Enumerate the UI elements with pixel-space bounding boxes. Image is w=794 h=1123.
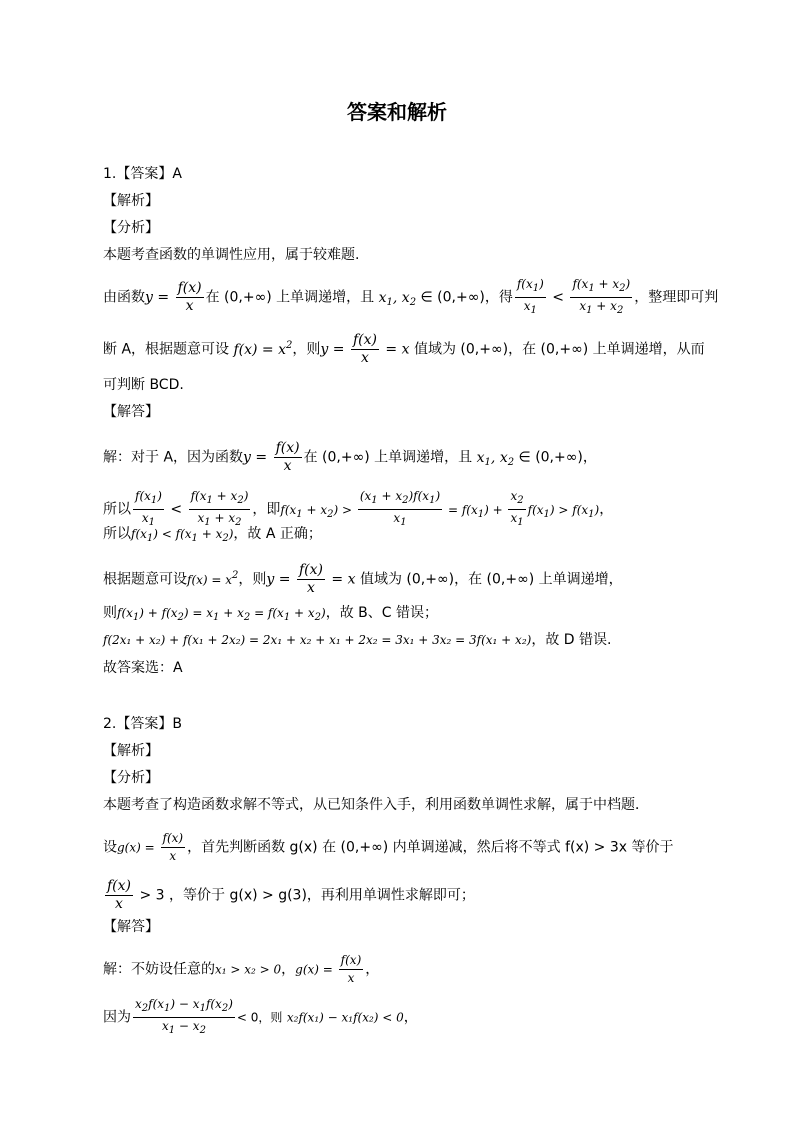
page-title: 答案和解析 [347,100,447,124]
q2-header: 2.【答案】B [103,716,182,732]
q2-intro: 本题考查了构造函数求解不等式，从已知条件入手，利用函数单调性求解，属于中档题． [103,797,649,813]
q2-analysis-line-1: 设g(x) = $\frac{f(x)}{x}$ ，首先判断函数 g(x) 在 (0,+∞) 内单调递减，然后将不等式 f(x) > 3x 等价于 [103,831,674,863]
q2-jiexi: 【解析】 [103,743,159,759]
q1-header: 1.【答案】A [103,166,182,182]
q1-solution-line-6: f(2x₁ + x₂) + f(x₁ + 2x₂) = 2x₁ + x₂ + x₁ + 2x₂ = 3x₁ + 3x₂ = 3f(x₁ + x₂)，故 D 错误. [103,632,612,648]
q1-analysis-line-1: 由函数y = $\frac{f(x)}{x}$ 在 (0,+∞) 上单调递增，且 $x_1$, $x_2$ ∈ (0,+∞)，得 $\frac{f(x_1)}{x_1}$ < $\frac{f(x_1 + x_2)}{x_1 + x_2}$ ，整理即可判 [103,277,719,316]
q1-solution-line-5: 则$f(x_1) + f(x_2) = x_1 + x_2 = f(x_1 + x_2)$，故 B、C 错误； [103,605,438,623]
q2-fenxi: 【分析】 [103,770,159,786]
q1-solution-line-2: 所以 $\frac{f(x_1)}{x_1}$ < $\frac{f(x_1 + x_2)}{x_1 + x_2}$ ，即$f(x_1 + x_2)$ > $\frac{(x_1 + x_2)f(x_1)}{x_1}$ = $f(x_1)$ + $\frac{x_2}{x_1}$ $f(x_1) > f(x_1)$， [103,489,614,528]
q2-solution-line-1: 解：不妨设任意的x₁ > x₂ > 0，g(x) = $\frac{f(x)}{x}$ ， [103,953,380,985]
q1-fenxi: 【分析】 [103,220,159,236]
q1-jiexi: 【解析】 [103,193,159,209]
q2-solution-line-2: 因为 $\frac{x_2f(x_1) - x_1f(x_2)}{x_1 - x_2}$ < 0，则 x₂f(x₁) − x₁f(x₂) < 0， [103,997,418,1036]
q1-jieda: 【解答】 [103,404,159,420]
q1-final-answer: 故答案选：A [103,660,183,676]
q1-solution-line-4: 根据题意可设$f(x) = x^2$，则y = $\frac{f(x)}{x}$ = x 值域为 (0,+∞)，在 (0,+∞) 上单调递增， [103,562,623,596]
q2-analysis-line-2: $\frac{f(x)}{x}$ > 3 ，等价于 g(x) > g(3)，再利用单调性求解即可； [107,878,475,912]
q1-intro: 本题考查函数的单调性应用，属于较难题. [103,247,360,263]
q1-solution-line-3: 所以$f(x_1) < f(x_1 + x_2)$，故 A 正确； [103,526,322,544]
q1-solution-line-1: 解：对于 A，因为函数y = $\frac{f(x)}{x}$ 在 (0,+∞) 上单调递增，且 $x_1$, $x_2$ ∈ (0,+∞)， [103,440,597,474]
q1-analysis-line-2: 断 A，根据题意可设 $f(x) = x^2$，则y = $\frac{f(x)}{x}$ = x 值域为 (0,+∞)，在 (0,+∞) 上单调递增，从而 [103,332,705,366]
q1-analysis-line-3: 可判断 BCD. [103,377,184,393]
q2-jieda: 【解答】 [103,919,159,935]
